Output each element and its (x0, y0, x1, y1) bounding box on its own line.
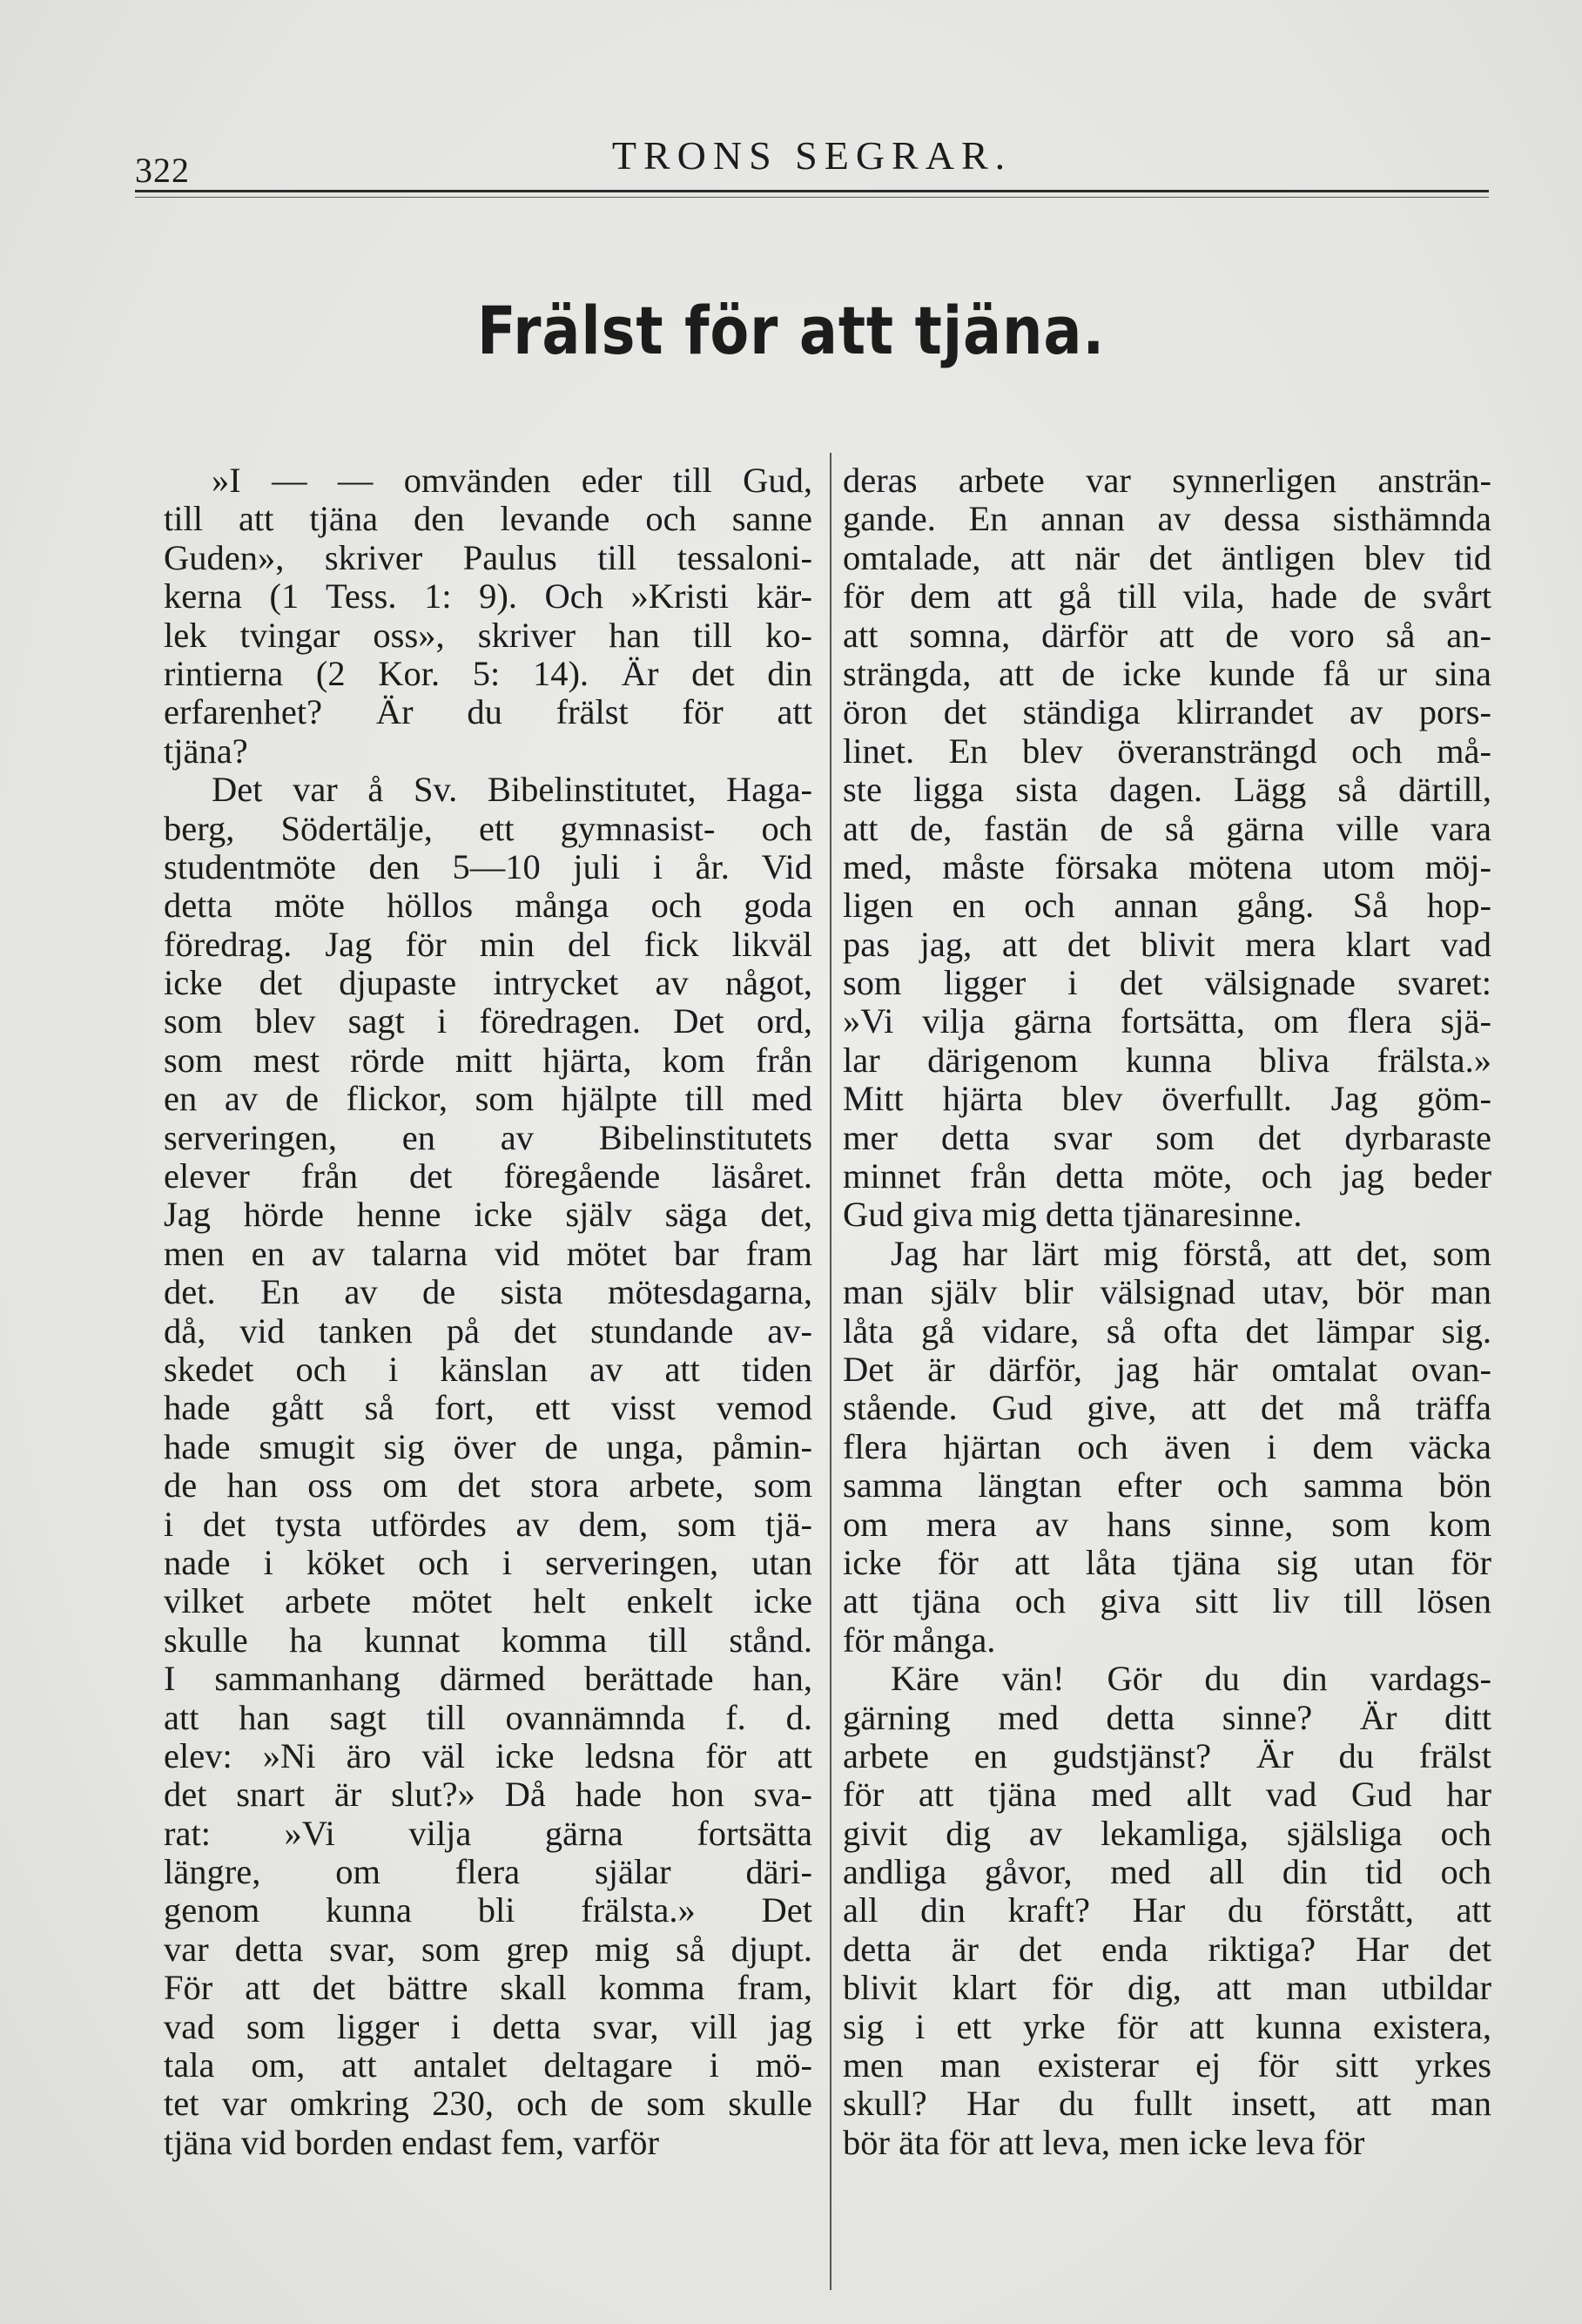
running-head (135, 124, 1489, 190)
text-line: för dem att gå till vila, hade de svårt (843, 576, 1491, 616)
text-line: låta gå vidare, så ofta det lämpar sig. (843, 1310, 1491, 1351)
text-line: Jag har lärt mig förstå, att det, som (891, 1233, 1491, 1273)
text-line: men man existerar ej för sitt yrkes (843, 2045, 1491, 2085)
text-line: I sammanhang därmed berättade han, (164, 1659, 812, 1699)
text-line: Jag hörde henne icke själv säga det, (164, 1195, 812, 1235)
text-line: nade i köket och i serveringen, utan (164, 1542, 812, 1582)
text-line: omtalade, att när det äntligen blev tid (843, 537, 1491, 577)
page-number: 322 (135, 151, 190, 190)
text-line: lar därigenom kunna bliva frälsta.» (843, 1040, 1491, 1080)
text-line: »Vi vilja gärna fortsätta, om flera sjä- (843, 1001, 1491, 1041)
text-line: minnet från detta möte, och jag beder (843, 1156, 1491, 1196)
text-line: serveringen, en av Bibelinstitutets (164, 1117, 812, 1157)
text-line: bör äta för att leva, men icke leva för (843, 2122, 1365, 2162)
text-line: genom kunna bli frälsta.» Det (164, 1890, 812, 1930)
text-line: rat: »Vi vilja gärna fortsätta (164, 1813, 812, 1853)
text-line: lek tvingar oss», skriver han till ko- (164, 615, 812, 655)
text-line: icke det djupaste intrycket av något, (164, 963, 812, 1003)
text-line: man själv blir välsignad utav, bör man (843, 1272, 1491, 1312)
text-line: tjäna vid borden endast fem, varför (164, 2122, 660, 2162)
text-line: För att det bättre skall komma fram, (164, 1968, 812, 2008)
text-line: berg, Södertälje, ett gymnasist- och (164, 808, 812, 848)
text-line: tjäna? (164, 731, 248, 771)
text-line: skulle ha kunnat komma till stånd. (164, 1620, 812, 1660)
text-line: då, vid tanken på det stundande av- (164, 1310, 812, 1351)
text-line: studentmöte den 5—10 juli i år. Vid (164, 846, 812, 886)
text-line: att han sagt till ovannämnda f. d. (164, 1697, 812, 1737)
text-line: som blev sagt i föredragen. Det ord, (164, 1001, 812, 1041)
text-line: att somna, därför att de voro så an- (843, 615, 1491, 655)
text-line: Käre vän! Gör du din vardags- (891, 1659, 1491, 1699)
text-line: stående. Gud give, att det må träffa (843, 1388, 1491, 1428)
header-rule-thin (135, 197, 1489, 198)
text-line: flera hjärtan och även i dem väcka (843, 1426, 1491, 1466)
text-line: att tjäna och giva sitt liv till lösen (843, 1581, 1491, 1621)
text-line: skedet och i känslan av att tiden (164, 1349, 812, 1389)
text-line: vad som ligger i detta svar, vill jag (164, 2006, 812, 2046)
text-line: föredrag. Jag för min del fick likväl (164, 924, 812, 964)
text-line: ligen en och annan gång. Så hop- (843, 886, 1491, 926)
text-line: Gud giva mig detta tjänaresinne. (843, 1195, 1303, 1235)
text-line: som ligger i det välsignade svaret: (843, 963, 1491, 1003)
text-line: pas jag, att det blivit mera klart vad (843, 924, 1491, 964)
text-line: elever från det föregående läsåret. (164, 1156, 812, 1196)
text-line: var detta svar, som grep mig så djupt. (164, 1929, 812, 1969)
text-line: detta är det enda riktiga? Har det (843, 1929, 1491, 1969)
text-line: erfarenhet? Är du frälst för att (164, 692, 812, 732)
text-line: Guden», skriver Paulus till tessaloni- (164, 537, 812, 577)
text-line: Det är därför, jag här omtalat ovan- (843, 1349, 1491, 1389)
text-line: det. En av de sista mötesdagarna, (164, 1272, 812, 1312)
text-line: ste ligga sista dagen. Lägg så därtill, (843, 770, 1491, 810)
text-line: rintierna (2 Kor. 5: 14). Är det din (164, 653, 812, 693)
text-line: för att tjäna med allt vad Gud har (843, 1775, 1491, 1815)
text-line: hade gått så fort, ett visst vemod (164, 1388, 812, 1428)
text-line: strängda, att de icke kunde få ur sina (843, 653, 1491, 693)
text-line: tet var omkring 230, och de som skulle (164, 2084, 812, 2124)
text-line: hade smugit sig över de unga, påmin- (164, 1426, 812, 1466)
text-line: kerna (1 Tess. 1: 9). Och »Kristi kär- (164, 576, 812, 616)
text-line: givit dig av lekamliga, själsliga och (843, 1813, 1491, 1853)
text-line: Det var å Sv. Bibelinstitutet, Haga- (212, 770, 812, 810)
text-line: elev: »Ni äro väl icke ledsna för att (164, 1735, 812, 1775)
text-line: för många. (843, 1620, 996, 1660)
header-rule (135, 190, 1489, 192)
text-line: sig i ett yrke för att kunna existera, (843, 2006, 1491, 2046)
article-title: Frälst för att tjäna. (476, 292, 1106, 369)
text-line: om mera av hans sinne, som kom (843, 1504, 1491, 1544)
column-divider (830, 453, 831, 2290)
right-column (843, 461, 1491, 2162)
text-line: längre, om flera själar däri- (164, 1852, 812, 1892)
text-line: till att tjäna den levande och sanne (164, 499, 812, 539)
text-line: samma längtan efter och samma bön (843, 1465, 1491, 1506)
text-line: »I — — omvänden eder till Gud, (212, 461, 812, 500)
text-line: mer detta svar som det dyrbaraste (843, 1117, 1491, 1157)
text-line: vilket arbete mötet helt enkelt icke (164, 1581, 812, 1621)
text-line: en av de flickor, som hjälpte till med (164, 1079, 812, 1119)
text-line: men en av talarna vid mötet bar fram (164, 1233, 812, 1273)
text-line: som mest rörde mitt hjärta, kom från (164, 1040, 812, 1080)
text-line: deras arbete var synnerligen ansträn- (843, 461, 1491, 500)
text-line: icke för att låta tjäna sig utan för (843, 1542, 1491, 1582)
text-line: blivit klart för dig, att man utbildar (843, 1968, 1491, 2008)
text-line: med, måste försaka mötena utom möj- (843, 846, 1491, 886)
text-line: i det tysta utfördes av dem, som tjä- (164, 1504, 812, 1544)
text-line: linet. En blev överansträngd och må- (843, 731, 1491, 771)
text-line: andliga gåvor, med all din tid och (843, 1852, 1491, 1892)
text-line: det snart är slut?» Då hade hon sva- (164, 1775, 812, 1815)
text-line: arbete en gudstjänst? Är du frälst (843, 1735, 1491, 1775)
text-line: öron det ständiga klirrandet av pors- (843, 692, 1491, 732)
text-line: detta möte höllos många och goda (164, 886, 812, 926)
text-line: tala om, att antalet deltagare i mö- (164, 2045, 812, 2085)
text-line: all din kraft? Har du förstått, att (843, 1890, 1491, 1930)
text-line: de han oss om det stora arbete, som (164, 1465, 812, 1506)
text-line: gärning med detta sinne? Är ditt (843, 1697, 1491, 1737)
text-line: Mitt hjärta blev överfullt. Jag göm- (843, 1079, 1491, 1119)
text-line: att de, fastän de så gärna ville vara (843, 808, 1491, 848)
journal-name: TRONS SEGRAR. (611, 133, 1013, 178)
text-line: gande. En annan av dessa sisthämnda (843, 499, 1491, 539)
left-column (164, 461, 812, 2162)
text-line: skull? Har du fullt insett, att man (843, 2084, 1491, 2124)
